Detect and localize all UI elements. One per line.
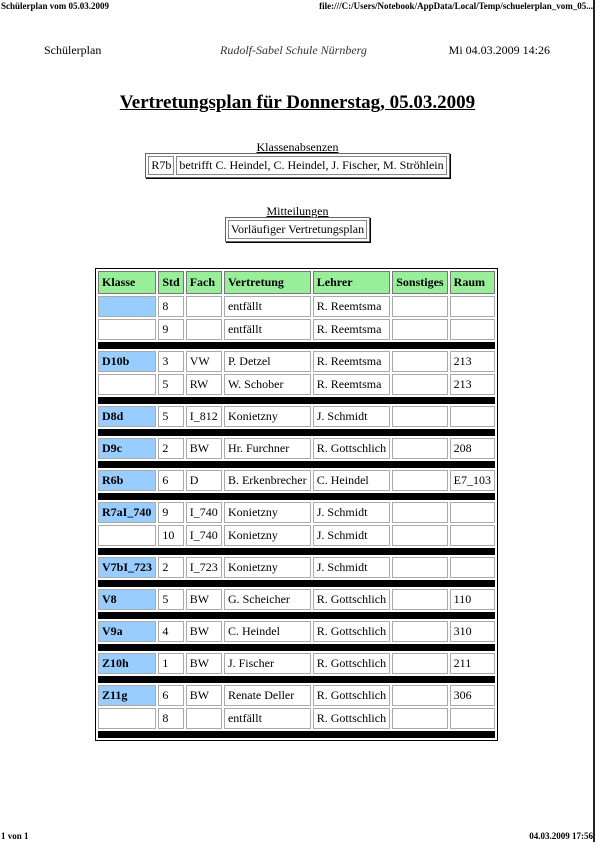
cell-lehrer: J. Schmidt [313, 557, 390, 578]
cell-std: 5 [158, 589, 183, 610]
cell-fach [186, 708, 222, 729]
table-row [98, 438, 495, 459]
cell-klasse [98, 708, 156, 729]
absences-label: Klassenabsenzen [256, 140, 339, 154]
table-row [98, 653, 495, 674]
column-header-raum: Raum [450, 271, 495, 294]
cell-klasse [98, 374, 156, 395]
table-header-row [98, 271, 495, 294]
cell-fach: I_812 [186, 406, 222, 427]
cell-std: 2 [158, 438, 183, 459]
cell-raum [450, 296, 495, 317]
page-title: Vertretungsplan für Donnerstag, 05.03.2009 [119, 92, 476, 113]
column-header-vertretung: Vertretung [224, 271, 311, 294]
cell-sonstiges [392, 296, 447, 317]
cell-klasse: D10b [98, 351, 156, 372]
cell-fach [186, 319, 222, 340]
cell-fach: D [186, 470, 222, 491]
cell-lehrer: J. Schmidt [313, 502, 390, 523]
separator-bar [98, 548, 495, 555]
absence-class: R7b [148, 156, 174, 175]
cell-klasse: D8d [98, 406, 156, 427]
cell-fach [186, 296, 222, 317]
separator-bar [98, 676, 495, 683]
cell-raum [450, 708, 495, 729]
generated-timestamp: Mi 04.03.2009 14:26 [448, 43, 550, 57]
cell-klasse: R6b [98, 470, 156, 491]
cell-std: 9 [158, 319, 183, 340]
column-header-fach: Fach [186, 271, 222, 294]
cell-klasse: V8 [98, 589, 156, 610]
cell-raum: 211 [450, 653, 495, 674]
group-separator [98, 429, 495, 436]
cell-raum: 208 [450, 438, 495, 459]
cell-sonstiges [392, 406, 447, 427]
cell-vertretung: entfällt [224, 319, 311, 340]
cell-sonstiges [392, 525, 447, 546]
cell-fach: I_723 [186, 557, 222, 578]
cell-klasse [98, 296, 156, 317]
cell-klasse: D9c [98, 438, 156, 459]
absence-text: betrifft C. Heindel, C. Heindel, J. Fischer, M. Ströhlein [176, 156, 446, 175]
table-row [98, 296, 495, 317]
cell-raum: E7_103 [450, 470, 495, 491]
table-row [98, 351, 495, 372]
cell-vertretung: J. Fischer [224, 653, 311, 674]
cell-lehrer: R. Gottschlich [313, 653, 390, 674]
group-separator [98, 731, 495, 738]
cell-lehrer: R. Gottschlich [313, 685, 390, 706]
cell-sonstiges [392, 374, 447, 395]
cell-vertretung: W. Schober [224, 374, 311, 395]
notices-box-wrap [0, 217, 595, 242]
cell-sonstiges [392, 557, 447, 578]
cell-klasse [98, 525, 156, 546]
column-header-std: Std [158, 271, 183, 294]
cell-vertretung: B. Erkenbrecher [224, 470, 311, 491]
cell-vertretung: C. Heindel [224, 621, 311, 642]
cell-sonstiges [392, 685, 447, 706]
table-row [98, 685, 495, 706]
separator-bar [98, 493, 495, 500]
cell-lehrer: J. Schmidt [313, 406, 390, 427]
table-row [98, 319, 495, 340]
separator-bar [98, 397, 495, 404]
cell-fach: BW [186, 653, 222, 674]
group-separator [98, 676, 495, 683]
cell-lehrer: R. Reemtsma [313, 351, 390, 372]
cell-sonstiges [392, 708, 447, 729]
document-type: Schülerplan [44, 43, 102, 57]
cell-std: 2 [158, 557, 183, 578]
cell-std: 5 [158, 374, 183, 395]
separator-bar [98, 580, 495, 587]
group-separator [98, 580, 495, 587]
column-header-lehrer: Lehrer [313, 271, 390, 294]
cell-klasse [98, 319, 156, 340]
table-row [98, 708, 495, 729]
print-page-count: 1 von 1 [1, 831, 29, 841]
group-separator [98, 548, 495, 555]
cell-fach: I_740 [186, 525, 222, 546]
cell-raum [450, 406, 495, 427]
separator-bar [98, 429, 495, 436]
notice-text: Vorläufiger Vertretungsplan [228, 220, 367, 239]
cell-sonstiges [392, 319, 447, 340]
separator-bar [98, 644, 495, 651]
cell-std: 3 [158, 351, 183, 372]
table-row [98, 525, 495, 546]
absences-table [145, 153, 449, 178]
cell-raum: 306 [450, 685, 495, 706]
cell-lehrer: R. Gottschlich [313, 621, 390, 642]
cell-std: 10 [158, 525, 183, 546]
cell-fach: BW [186, 621, 222, 642]
separator-bar [98, 731, 495, 738]
cell-sonstiges [392, 502, 447, 523]
notices-label: Mitteilungen [266, 204, 329, 218]
cell-std: 6 [158, 685, 183, 706]
table-row [98, 374, 495, 395]
cell-vertretung: Konietzny [224, 406, 311, 427]
cell-raum [450, 502, 495, 523]
table-row [98, 621, 495, 642]
table-body [98, 296, 495, 738]
cell-std: 8 [158, 708, 183, 729]
print-timestamp: 04.03.2009 17:56 [529, 831, 593, 841]
cell-std: 1 [158, 653, 183, 674]
cell-fach: I_740 [186, 502, 222, 523]
column-header-sonstiges: Sonstiges [392, 271, 447, 294]
absences-box-wrap [0, 153, 595, 178]
cell-sonstiges [392, 621, 447, 642]
cell-vertretung: Renate Deller [224, 685, 311, 706]
cell-raum [450, 557, 495, 578]
cell-raum: 213 [450, 374, 495, 395]
cell-lehrer: R. Reemtsma [313, 296, 390, 317]
cell-klasse: Z10h [98, 653, 156, 674]
cell-lehrer: R. Reemtsma [313, 374, 390, 395]
column-header-klasse: Klasse [98, 271, 156, 294]
cell-fach: BW [186, 438, 222, 459]
table-row [98, 406, 495, 427]
cell-klasse: R7aI_740 [98, 502, 156, 523]
cell-vertretung: Hr. Furchner [224, 438, 311, 459]
school-name: Rudolf-Sabel Schule Nürnberg [220, 43, 367, 57]
cell-fach: RW [186, 374, 222, 395]
cell-lehrer: J. Schmidt [313, 525, 390, 546]
cell-lehrer: C. Heindel [313, 470, 390, 491]
print-header-url: file:///C:/Users/Notebook/AppData/Local/Temp/schuelerplan_vom_05... [319, 1, 593, 11]
cell-std: 6 [158, 470, 183, 491]
cell-vertretung: Konietzny [224, 557, 311, 578]
cell-sonstiges [392, 653, 447, 674]
cell-std: 8 [158, 296, 183, 317]
cell-fach: VW [186, 351, 222, 372]
cell-std: 9 [158, 502, 183, 523]
table-row [98, 502, 495, 523]
group-separator [98, 493, 495, 500]
table-row [98, 589, 495, 610]
cell-sonstiges [392, 470, 447, 491]
cell-raum: 110 [450, 589, 495, 610]
separator-bar [98, 612, 495, 619]
cell-sonstiges [392, 589, 447, 610]
table-row [98, 470, 495, 491]
cell-lehrer: R. Reemtsma [313, 319, 390, 340]
cell-klasse: V9a [98, 621, 156, 642]
cell-fach: BW [186, 685, 222, 706]
print-header-title: Schülerplan vom 05.03.2009 [1, 1, 110, 11]
substitution-table [95, 268, 498, 741]
group-separator [98, 644, 495, 651]
group-separator [98, 342, 495, 349]
notices-table [225, 217, 370, 242]
cell-raum: 310 [450, 621, 495, 642]
cell-std: 4 [158, 621, 183, 642]
cell-vertretung: Konietzny [224, 502, 311, 523]
cell-lehrer: R. Gottschlich [313, 708, 390, 729]
cell-vertretung: Konietzny [224, 525, 311, 546]
cell-vertretung: P. Detzel [224, 351, 311, 372]
cell-vertretung: G. Scheicher [224, 589, 311, 610]
cell-vertretung: entfällt [224, 708, 311, 729]
cell-vertretung: entfällt [224, 296, 311, 317]
separator-bar [98, 461, 495, 468]
cell-fach: BW [186, 589, 222, 610]
separator-bar [98, 342, 495, 349]
cell-raum [450, 319, 495, 340]
cell-raum [450, 525, 495, 546]
group-separator [98, 461, 495, 468]
cell-lehrer: R. Gottschlich [313, 589, 390, 610]
group-separator [98, 397, 495, 404]
cell-klasse: Z11g [98, 685, 156, 706]
cell-raum: 213 [450, 351, 495, 372]
cell-sonstiges [392, 438, 447, 459]
table-row [98, 557, 495, 578]
cell-std: 5 [158, 406, 183, 427]
group-separator [98, 612, 495, 619]
cell-klasse: V7bI_723 [98, 557, 156, 578]
cell-sonstiges [392, 351, 447, 372]
cell-lehrer: R. Gottschlich [313, 438, 390, 459]
